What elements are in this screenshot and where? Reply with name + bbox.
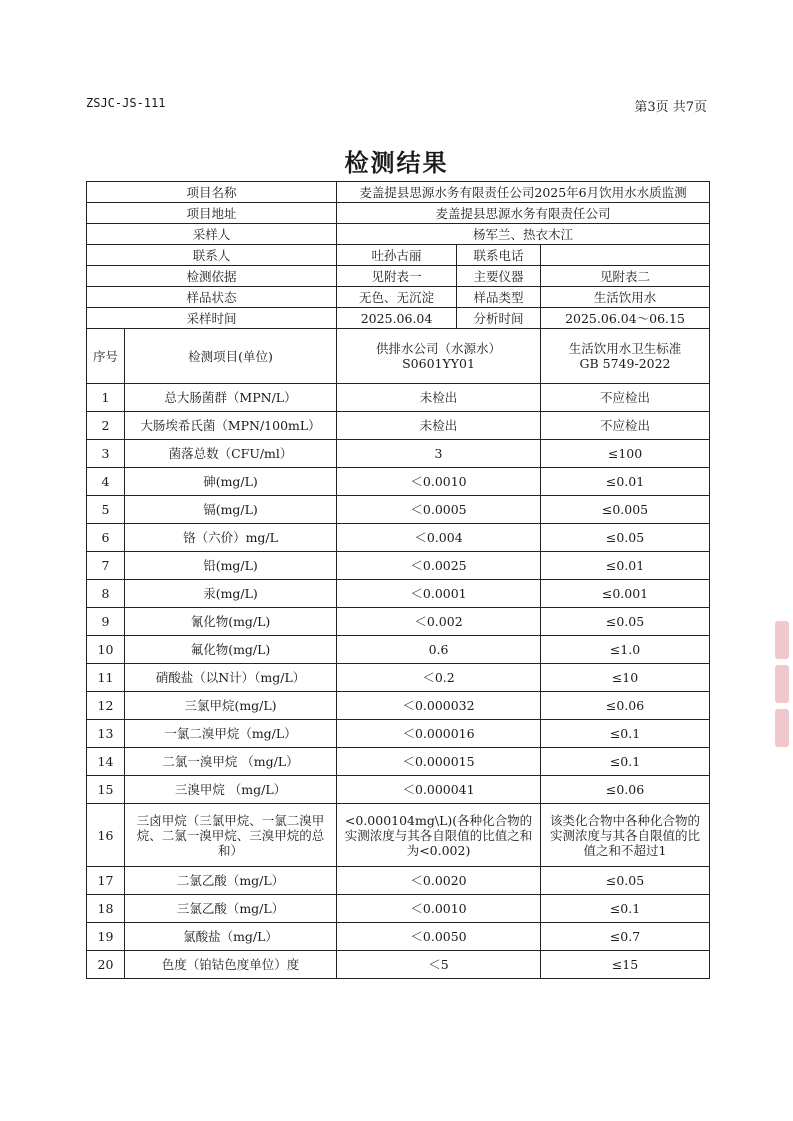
column-header-standard xyxy=(541,329,710,384)
row-no: 13 xyxy=(87,720,125,748)
table-row xyxy=(87,384,710,412)
row-result: ＜0.0050 xyxy=(337,923,541,951)
row-limit: ≤0.001 xyxy=(541,580,710,608)
table-row xyxy=(87,468,710,496)
analysis-time-value: 2025.06.04～06.15 xyxy=(541,308,710,329)
sample-state-value: 无色、无沉淀 xyxy=(337,287,457,308)
row-limit: ≤0.005 xyxy=(541,496,710,524)
contact-value: 吐孙古丽 xyxy=(337,245,457,266)
row-result: ＜0.000016 xyxy=(337,720,541,748)
row-item: 二氯一溴甲烷 （mg/L） xyxy=(125,748,337,776)
info-row-project-address xyxy=(87,203,710,224)
table-row xyxy=(87,923,710,951)
table-row xyxy=(87,951,710,979)
row-item: 色度（铂钴色度单位）度 xyxy=(125,951,337,979)
row-result: ＜0.002 xyxy=(337,608,541,636)
info-row-sampling-time xyxy=(87,308,710,329)
row-no: 8 xyxy=(87,580,125,608)
table-row xyxy=(87,776,710,804)
row-limit: ≤1.0 xyxy=(541,636,710,664)
table-row xyxy=(87,692,710,720)
project-address-label: 项目地址 xyxy=(87,203,337,224)
row-limit: ≤0.1 xyxy=(541,720,710,748)
info-row-project-name xyxy=(87,182,710,203)
row-result: ＜0.0020 xyxy=(337,867,541,895)
row-item: 氯酸盐（mg/L） xyxy=(125,923,337,951)
column-header-sample xyxy=(337,329,541,384)
table-row xyxy=(87,636,710,664)
row-no: 4 xyxy=(87,468,125,496)
row-limit: ≤15 xyxy=(541,951,710,979)
info-row-contact xyxy=(87,245,710,266)
row-no: 9 xyxy=(87,608,125,636)
table-row xyxy=(87,412,710,440)
seal-stamp-edge xyxy=(767,615,793,765)
row-limit: ≤0.01 xyxy=(541,552,710,580)
row-limit: ≤0.05 xyxy=(541,524,710,552)
sample-type-value: 生活饮用水 xyxy=(541,287,710,308)
seal-stamp-fragment xyxy=(775,709,789,747)
row-result: ＜0.0025 xyxy=(337,552,541,580)
row-result: ＜0.000032 xyxy=(337,692,541,720)
row-no: 2 xyxy=(87,412,125,440)
row-limit: ≤0.05 xyxy=(541,608,710,636)
table-row xyxy=(87,440,710,468)
row-result: ＜0.0005 xyxy=(337,496,541,524)
row-no: 3 xyxy=(87,440,125,468)
phone-label: 联系电话 xyxy=(457,245,541,266)
sample-type-label: 样品类型 xyxy=(457,287,541,308)
row-no: 6 xyxy=(87,524,125,552)
row-item: 砷(mg/L) xyxy=(125,468,337,496)
row-result: ＜0.004 xyxy=(337,524,541,552)
table-row xyxy=(87,804,710,867)
sample-state-label: 样品状态 xyxy=(87,287,337,308)
row-result: ＜0.0010 xyxy=(337,468,541,496)
row-result: ＜0.0001 xyxy=(337,580,541,608)
row-item: 镉(mg/L) xyxy=(125,496,337,524)
table-row xyxy=(87,895,710,923)
instrument-value: 见附表二 xyxy=(541,266,710,287)
info-row-sampler xyxy=(87,224,710,245)
page-title: 检测结果 xyxy=(344,149,449,177)
phone-value xyxy=(541,245,710,266)
row-no: 18 xyxy=(87,895,125,923)
row-item: 二氯乙酸（mg/L） xyxy=(125,867,337,895)
table-row xyxy=(87,664,710,692)
project-name-label: 项目名称 xyxy=(87,182,337,203)
row-no: 11 xyxy=(87,664,125,692)
info-row-sample-state xyxy=(87,287,710,308)
table-row xyxy=(87,552,710,580)
row-result: ＜0.000041 xyxy=(337,776,541,804)
row-item: 铅(mg/L) xyxy=(125,552,337,580)
row-no: 12 xyxy=(87,692,125,720)
row-item: 氰化物(mg/L) xyxy=(125,608,337,636)
row-result: ＜5 xyxy=(337,951,541,979)
column-header-no: 序号 xyxy=(87,329,125,384)
table-row xyxy=(87,608,710,636)
row-no: 7 xyxy=(87,552,125,580)
table-row xyxy=(87,867,710,895)
page-header xyxy=(86,96,707,116)
row-result: ＜0.000015 xyxy=(337,748,541,776)
row-limit: ≤0.01 xyxy=(541,468,710,496)
contact-label: 联系人 xyxy=(87,245,337,266)
table-row xyxy=(87,496,710,524)
project-address-value: 麦盖提县思源水务有限责任公司 xyxy=(337,203,710,224)
info-row-basis xyxy=(87,266,710,287)
table-row xyxy=(87,524,710,552)
row-result: 未检出 xyxy=(337,384,541,412)
standard-code: GB 5749-2022 xyxy=(579,356,671,371)
row-no: 14 xyxy=(87,748,125,776)
sample-name: 供排水公司（水源水） xyxy=(376,341,502,356)
table-row xyxy=(87,720,710,748)
row-item: 大肠埃希氏菌（MPN/100mL） xyxy=(125,412,337,440)
sampling-time-label: 采样时间 xyxy=(87,308,337,329)
row-no: 10 xyxy=(87,636,125,664)
row-limit: ≤0.06 xyxy=(541,776,710,804)
row-item: 三卤甲烷（三氯甲烷、一氯二溴甲烷、二氯一溴甲烷、三溴甲烷的总和） xyxy=(125,804,337,867)
row-limit: 该类化合物中各种化合物的实测浓度与其各自限值的比值之和不超过1 xyxy=(541,804,710,867)
row-item: 汞(mg/L) xyxy=(125,580,337,608)
row-limit: ≤0.06 xyxy=(541,692,710,720)
standard-name: 生活饮用水卫生标准 xyxy=(568,341,682,356)
row-no: 20 xyxy=(87,951,125,979)
row-no: 17 xyxy=(87,867,125,895)
row-item: 铬（六价）mg/L xyxy=(125,524,337,552)
row-item: 一氯二溴甲烷（mg/L） xyxy=(125,720,337,748)
row-no: 19 xyxy=(87,923,125,951)
row-limit: ≤0.1 xyxy=(541,748,710,776)
sampler-value: 杨军兰、热衣木江 xyxy=(337,224,710,245)
column-header-row xyxy=(87,329,710,384)
sampling-time-value: 2025.06.04 xyxy=(337,308,457,329)
row-limit: ≤0.1 xyxy=(541,895,710,923)
row-limit: 不应检出 xyxy=(541,412,710,440)
row-no: 5 xyxy=(87,496,125,524)
row-result: <0.000104mg\L)(各种化合物的实测浓度与其各自限值的比值之和为<0.002) xyxy=(337,804,541,867)
row-result: 未检出 xyxy=(337,412,541,440)
row-limit: ≤0.7 xyxy=(541,923,710,951)
seal-stamp-fragment xyxy=(775,665,789,703)
row-limit: ≤100 xyxy=(541,440,710,468)
results-table xyxy=(86,181,710,979)
sampler-label: 采样人 xyxy=(87,224,337,245)
seal-stamp-fragment xyxy=(775,621,789,659)
table-row xyxy=(87,580,710,608)
column-header-item: 检测项目(单位) xyxy=(125,329,337,384)
row-item: 三氯乙酸（mg/L） xyxy=(125,895,337,923)
row-result: ＜0.2 xyxy=(337,664,541,692)
analysis-time-label: 分析时间 xyxy=(457,308,541,329)
document-code: ZSJC-JS-111 xyxy=(86,96,166,110)
row-result: 3 xyxy=(337,440,541,468)
row-item: 硝酸盐（以N计）（mg/L） xyxy=(125,664,337,692)
row-item: 菌落总数（CFU/ml） xyxy=(125,440,337,468)
row-no: 16 xyxy=(87,804,125,867)
row-result: 0.6 xyxy=(337,636,541,664)
row-item: 三溴甲烷 （mg/L） xyxy=(125,776,337,804)
row-no: 15 xyxy=(87,776,125,804)
row-item: 三氯甲烷(mg/L) xyxy=(125,692,337,720)
row-result: ＜0.0010 xyxy=(337,895,541,923)
basis-label: 检测依据 xyxy=(87,266,337,287)
row-limit: 不应检出 xyxy=(541,384,710,412)
row-limit: ≤10 xyxy=(541,664,710,692)
row-item: 氟化物(mg/L) xyxy=(125,636,337,664)
page-number: 第3页 共7页 xyxy=(634,100,707,115)
project-name-value: 麦盖提县思源水务有限责任公司2025年6月饮用水水质监测 xyxy=(337,182,710,203)
sample-code: S0601YY01 xyxy=(402,356,475,371)
row-item: 总大肠菌群（MPN/L） xyxy=(125,384,337,412)
row-no: 1 xyxy=(87,384,125,412)
table-row xyxy=(87,748,710,776)
basis-value: 见附表一 xyxy=(337,266,457,287)
row-limit: ≤0.05 xyxy=(541,867,710,895)
instrument-label: 主要仪器 xyxy=(457,266,541,287)
